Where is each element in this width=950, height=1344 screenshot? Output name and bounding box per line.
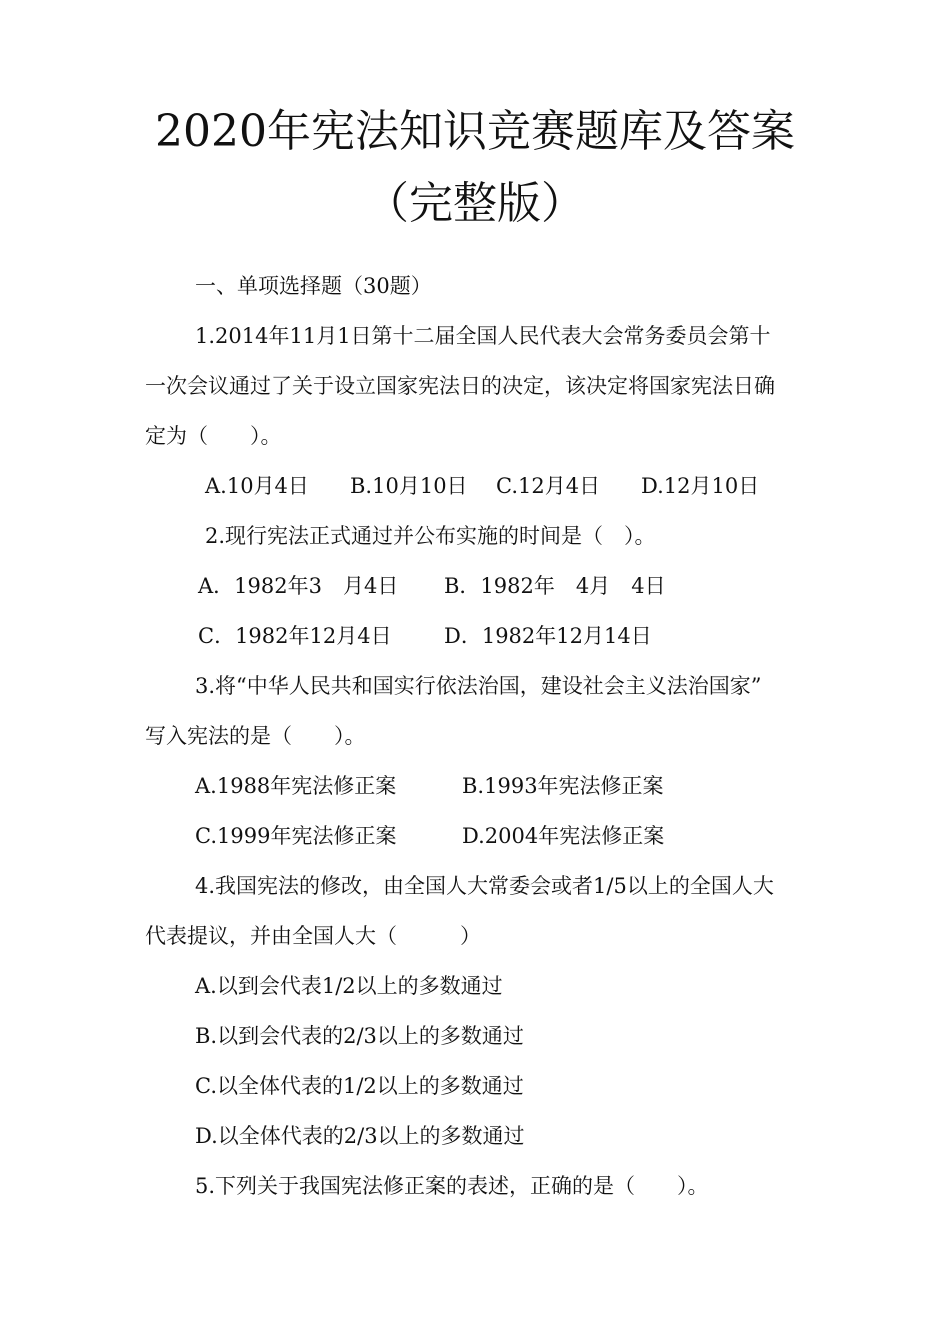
question-3-option-c: C.1999年宪法修正案 (195, 824, 397, 848)
question-4-option-d: D.以全体代表的2/3以上的多数通过 (195, 1124, 525, 1148)
question-5-line-1: 5.下列关于我国宪法修正案的表述，正确的是（ ）。 (195, 1174, 709, 1198)
question-3-option-b: B.1993年宪法修正案 (462, 774, 664, 798)
question-1-line-3: 定为（ ）。 (145, 424, 282, 448)
question-4-line-2: 代表提议，并由全国人大（ ） (145, 924, 481, 948)
question-4-option-c: C.以全体代表的1/2以上的多数通过 (195, 1074, 524, 1098)
document-title-line-2: （完整版） (365, 178, 585, 229)
question-2-option-a: A．1982年3 月4日 (198, 574, 399, 598)
question-1-option-c: C.12月4日 (496, 474, 601, 498)
question-1-line-2: 一次会议通过了关于设立国家宪法日的决定，该决定将国家宪法日确 (145, 374, 775, 398)
question-2-option-c: C．1982年12月4日 (198, 624, 392, 648)
question-3-option-a: A.1988年宪法修正案 (195, 774, 397, 798)
question-1-option-b: B.10月10日 (350, 474, 468, 498)
question-2-option-b: B．1982年 4月 4日 (444, 574, 666, 598)
question-1-option-d: D.12月10日 (641, 474, 760, 498)
question-2-line-1: 2.现行宪法正式通过并公布实施的时间是（ ）。 (205, 524, 656, 548)
question-4-option-a: A.以到会代表1/2以上的多数通过 (195, 974, 503, 998)
question-4-option-b: B.以到会代表的2/3以上的多数通过 (195, 1024, 524, 1048)
question-4-line-1: 4.我国宪法的修改，由全国人大常委会或者1/5以上的全国人大 (195, 874, 774, 898)
question-1-line-1: 1.2014年11月1日第十二届全国人民代表大会常务委员会第十 (195, 324, 771, 348)
section-heading: 一、单项选择题（30题） (195, 274, 432, 298)
question-3-line-1: 3.将“中华人民共和国实行依法治国，建设社会主义法治国家” (195, 674, 762, 698)
question-2-option-d: D．1982年12月14日 (444, 624, 652, 648)
document-title-line-1: 2020年宪法知识竞赛题库及答案 (155, 106, 795, 157)
question-3-option-d: D.2004年宪法修正案 (462, 824, 665, 848)
question-3-line-2: 写入宪法的是（ ）。 (145, 724, 366, 748)
question-1-option-a: A.10月4日 (205, 474, 309, 498)
